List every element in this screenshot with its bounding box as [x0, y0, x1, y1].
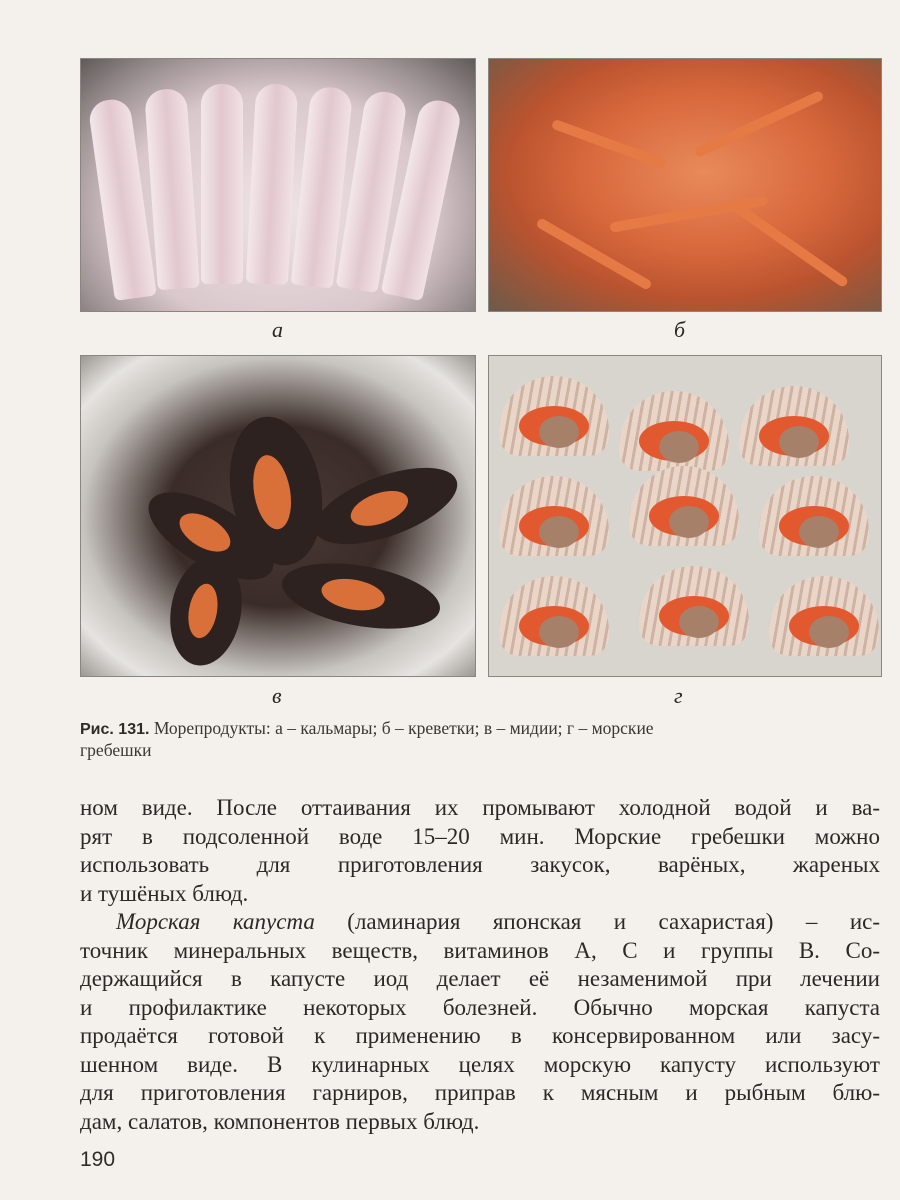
figure-number: Рис. 131.	[80, 721, 150, 738]
text-line: рят в подсоленной воде 15–20 мин. Морские гребешки можно	[80, 823, 880, 849]
shrimp-shape	[693, 90, 824, 158]
shrimp-shape	[551, 119, 667, 169]
text-line: точник минеральных веществ, витаминов А, С и группы В. Со-	[80, 937, 880, 963]
caption-text: Морепродукты: а – кальмары; б – креветки; в – мидии; г – морские	[153, 718, 654, 738]
squid-shape	[246, 83, 298, 285]
scallop-shape	[769, 576, 879, 656]
scallop-shape	[499, 576, 609, 656]
squid-shape	[144, 88, 200, 290]
squid-shape	[201, 84, 243, 284]
text-line-rest: (ламинария японская и сахаристая) – ис-	[347, 909, 880, 934]
text-line: ном виде. После оттаивания их промывают холодной водой и ва-	[80, 795, 880, 820]
text-line: для приготовления гарниров, приправ к мясным и рыбным блю-	[80, 1080, 880, 1105]
photo-scallops	[488, 355, 882, 677]
scallop-shape	[629, 466, 739, 546]
scallop-shape	[739, 386, 849, 466]
body-text	[80, 794, 880, 1136]
scallop-shape	[639, 566, 749, 646]
photo-squid	[80, 58, 476, 312]
scallop-shape	[759, 476, 869, 556]
text-line: и тушёных блюд.	[80, 880, 249, 906]
caption-text-cont: гребешки	[80, 740, 152, 760]
text-line: шенном виде. В кулинарных целях морскую капусту используют	[80, 1051, 880, 1077]
panel-label-a: а	[272, 317, 283, 342]
figure-caption	[80, 718, 880, 760]
photo-mussels	[80, 355, 476, 677]
panel-label-d: г	[674, 683, 683, 708]
scallop-shape	[619, 391, 729, 471]
text-line	[80, 908, 880, 937]
mussel-shape	[305, 452, 466, 560]
photo-shrimp	[488, 58, 882, 312]
panel-label-b: б	[674, 317, 686, 342]
scallop-shape	[499, 376, 609, 456]
text-line: держащийся в капусте иод делает её незаменимой при лечении	[80, 966, 880, 991]
text-line: дам, салатов, компонентов первых блюд.	[80, 1108, 480, 1134]
italic-term: Морская капуста	[116, 909, 315, 934]
shrimp-shape	[729, 200, 849, 288]
text-line: продаётся готовой к применению в консервированном или засу-	[80, 1023, 880, 1048]
mussel-shape	[277, 553, 445, 640]
page-number: 190	[80, 1148, 116, 1171]
text-line: использовать для приготовления закусок, варёных, жареных	[80, 852, 880, 877]
panel-label-c: в	[272, 683, 282, 708]
scallop-shape	[499, 476, 609, 556]
text-line: и профилактике некоторых болезней. Обычно морская капуста	[80, 994, 880, 1020]
